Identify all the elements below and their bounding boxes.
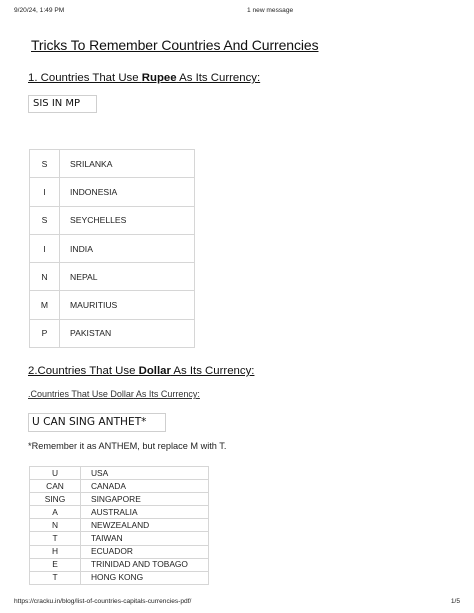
section2-heading-bold: Dollar [138, 365, 171, 377]
country-cell: CANADA [81, 480, 209, 493]
table-row [30, 558, 209, 571]
rupee-table [29, 149, 195, 348]
letter-cell: H [30, 545, 81, 558]
table-row [30, 480, 209, 493]
country-cell: ECUADOR [81, 545, 209, 558]
letter-cell: U [30, 467, 81, 480]
country-cell: AUSTRALIA [81, 506, 209, 519]
section2-subheading [28, 389, 200, 399]
country-cell: TRINIDAD AND TOBAGO [81, 558, 209, 571]
letter-cell: A [30, 506, 81, 519]
letter-cell: E [30, 558, 81, 571]
country-cell: SINGAPORE [81, 493, 209, 506]
country-cell: MAURITIUS [60, 291, 195, 319]
table-row [30, 467, 209, 480]
letter-cell: M [30, 291, 60, 319]
section2-sub-prefix: .Countries That Use [28, 389, 111, 399]
country-cell: SRILANKA [60, 150, 195, 178]
letter-cell: N [30, 263, 60, 291]
print-page-number: 1/5 [450, 598, 460, 605]
dollar-table [29, 466, 209, 585]
country-cell: TAIWAN [81, 532, 209, 545]
table-row [30, 178, 195, 206]
section1-mnemonic: SIS IN MP [28, 95, 97, 113]
letter-cell: N [30, 519, 81, 532]
table-row [30, 519, 209, 532]
section2-note: *Remember it as ANTHEM, but replace M with T. [28, 441, 227, 451]
country-cell: PAKISTAN [60, 319, 195, 347]
letter-cell: S [30, 150, 60, 178]
table-row [30, 545, 209, 558]
section1-heading [28, 72, 260, 84]
section2-sub-suffix: As Its Currency: [133, 389, 200, 399]
section2-heading-suffix: As Its Currency: [170, 365, 255, 377]
table-row [30, 532, 209, 545]
table-row [30, 493, 209, 506]
letter-cell: I [30, 178, 60, 206]
table-row [30, 319, 195, 347]
print-datetime: 9/20/24, 1:49 PM [14, 7, 65, 14]
country-cell: SEYCHELLES [60, 206, 195, 234]
country-cell: NEPAL [60, 263, 195, 291]
table-row [30, 291, 195, 319]
letter-cell: S [30, 206, 60, 234]
section2-mnemonic: U CAN SING ANTHET* [28, 413, 166, 432]
print-notification: 1 new message [247, 7, 294, 14]
section2-heading-prefix: 2.Countries That Use [28, 365, 139, 377]
section1-heading-prefix: 1. Countries That Use [28, 72, 142, 84]
country-cell: INDIA [60, 234, 195, 262]
country-cell: INDONESIA [60, 178, 195, 206]
table-row [30, 150, 195, 178]
table-row [30, 206, 195, 234]
print-url: https://cracku.in/blog/list-of-countries-capitals-currencies-pdf/ [14, 598, 192, 605]
section1-heading-bold: Rupee [141, 72, 177, 84]
letter-cell: SING [30, 493, 81, 506]
country-cell: USA [81, 467, 209, 480]
table-row [30, 263, 195, 291]
letter-cell: P [30, 319, 60, 347]
table-row [30, 234, 195, 262]
section2-sub-bold: Dollar [110, 389, 134, 399]
section2-heading [28, 365, 254, 377]
table-row [30, 506, 209, 519]
table-row [30, 571, 209, 584]
letter-cell: CAN [30, 480, 81, 493]
country-cell: HONG KONG [81, 571, 209, 584]
letter-cell: T [30, 571, 81, 584]
country-cell: NEWZEALAND [81, 519, 209, 532]
letter-cell: T [30, 532, 81, 545]
section1-heading-suffix: As Its Currency: [176, 72, 261, 84]
letter-cell: I [30, 234, 60, 262]
page-title: Tricks To Remember Countries And Currencies [31, 37, 319, 53]
